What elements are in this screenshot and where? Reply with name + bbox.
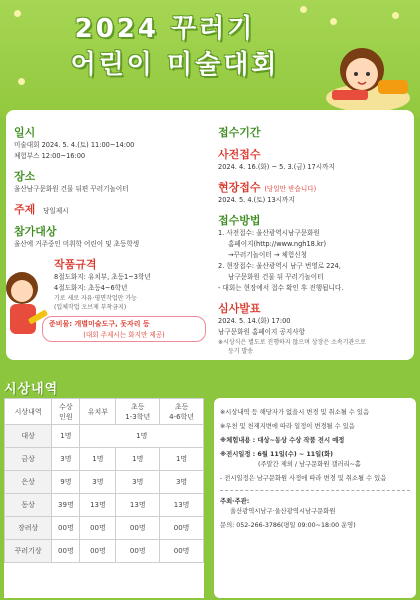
- notes-divider: [220, 490, 410, 491]
- theme-heading: 주제: [14, 203, 36, 216]
- table-cell: 00명: [80, 540, 116, 563]
- decor-dot: [330, 18, 337, 25]
- table-row: [5, 494, 204, 517]
- awards-heading: 시상내역: [4, 382, 59, 397]
- prep-box: [42, 316, 206, 342]
- note-line2: ※우천 및 천재지변에 따라 일정이 변경될 수 있음: [220, 423, 355, 430]
- table-cell: 금상: [5, 448, 52, 471]
- table-cell: 1명: [160, 448, 204, 471]
- table-cell: 00명: [116, 517, 160, 540]
- onsite-line: 2024. 5. 4.(토) 13시까지: [218, 196, 295, 204]
- period-heading: 접수기간: [218, 126, 261, 139]
- info-panel: [6, 110, 414, 360]
- table-cell: 00명: [160, 517, 204, 540]
- theme-row: [14, 201, 206, 217]
- info-right-column: [218, 118, 414, 356]
- table-cell: 00명: [52, 540, 80, 563]
- host-value: 울산광역시남구·울산광역시남구문화원: [230, 508, 336, 515]
- table-cell: 장려상: [5, 517, 52, 540]
- table-cell: 00명: [52, 517, 80, 540]
- pre-apply-heading: 사전접수: [218, 148, 261, 161]
- table-cell: 3명: [160, 471, 204, 494]
- table-cell: 1명: [80, 448, 116, 471]
- table-cell: 13명: [160, 494, 204, 517]
- announce-line1: 2024. 5. 14.(화) 17:00: [218, 317, 291, 325]
- rules-line3: 기로 세로 자유·평면작업만 가능: [54, 295, 137, 302]
- method-line5: 남구문화원 건물 뒤 꾸러기놀이터: [228, 273, 324, 281]
- table-row: [5, 517, 204, 540]
- table-cell: 1명: [52, 425, 80, 448]
- onsite-note: (당일만 받습니다): [264, 185, 317, 193]
- table-cell: 39명: [52, 494, 80, 517]
- announce-heading: 심사발표: [218, 302, 261, 315]
- table-cell: 동상: [5, 494, 52, 517]
- table-cell: 13명: [116, 494, 160, 517]
- awards-table-panel: [4, 398, 204, 598]
- table-cell: 00명: [116, 540, 160, 563]
- onsite-heading: 현장접수: [218, 181, 261, 194]
- table-cell: 3명: [52, 448, 80, 471]
- poster-header: [0, 0, 420, 118]
- col-header: 유치부: [80, 399, 116, 425]
- method-line2: 홈페이지(http://www.ngh18.kr): [228, 240, 327, 248]
- table-cell: 13명: [80, 494, 116, 517]
- col-header: 초등 1-3학년: [116, 399, 160, 425]
- venue-heading: 장소: [14, 170, 36, 183]
- table-cell: 9명: [52, 471, 80, 494]
- notes-panel: [214, 398, 416, 598]
- table-cell: 1명: [116, 448, 160, 471]
- prep-line2: (대회 주제시는 화지만 제공): [83, 331, 165, 339]
- col-header: 수상 인원: [52, 399, 80, 425]
- poster-title-line2: 어린이 미술대회: [70, 50, 280, 80]
- venue-line: 울산남구문화원 건물 뒤편 꾸러기놀이터: [14, 185, 129, 193]
- table-cell: 3명: [80, 471, 116, 494]
- child-drawing-illustration: [322, 38, 414, 118]
- rules-line1: 8절도화지: 유치부, 초등1~3학년: [54, 273, 151, 281]
- target-heading: 참가대상: [14, 225, 57, 238]
- table-cell: 3명: [116, 471, 160, 494]
- table-row: [5, 425, 204, 448]
- note-line3: ※체험내용 : 대상~동상 수상 작품 전시 예정: [220, 437, 345, 444]
- prep-line1: 준비물: 개별미술도구, 돗자리 등: [49, 320, 150, 328]
- date-line: 미술대회 2024. 5. 4.(토) 11:00~14:00: [14, 141, 135, 149]
- awards-table-header: [5, 399, 204, 425]
- theme-value: 당일제시: [43, 207, 69, 215]
- note-line5: (주말간 제외 / 남구문화원 갤러리~홀: [258, 461, 362, 468]
- table-cell: 1명: [80, 425, 204, 448]
- method-line1: 1. 사전접수: 울산광역시남구문화원: [218, 229, 320, 237]
- rules-line4: (입체작업 오브제 부착금지): [54, 304, 127, 311]
- table-row: [5, 471, 204, 494]
- poster-title-line1: 2024 꾸러기: [74, 14, 256, 44]
- note-line4: ※전시일정 : 6월 11일(수) ~ 11일(화): [220, 451, 334, 458]
- table-row: [5, 448, 204, 471]
- booth-line: 체험부스 12:00~16:00: [14, 152, 86, 160]
- host-label: 주최·주관:: [220, 498, 250, 505]
- table-cell: 은상: [5, 471, 52, 494]
- table-row: [5, 540, 204, 563]
- target-line: 울산에 거주중인 미취학 어린이 및 초등학생: [14, 240, 140, 248]
- announce-line4: 등기 발송: [228, 348, 254, 355]
- announce-line2: 남구문화원 홈페이지 공지사항: [218, 328, 305, 336]
- method-line6: - 대회는 현장에서 접수 확인 후 진행됩니다.: [218, 284, 344, 292]
- rules-line2: 4절도화지: 초등4~6학년: [54, 284, 128, 292]
- table-cell: 대상: [5, 425, 52, 448]
- method-line3: →꾸러기놀이터 → 체험신청: [228, 251, 307, 259]
- method-heading: 접수방법: [218, 214, 261, 227]
- col-header: 초등 4-6학년: [160, 399, 204, 425]
- pre-apply-line: 2024. 4. 16.(화) ~ 5. 3.(금) 17시까지: [218, 163, 335, 171]
- note-line6: - 전시일정은 남구문화원 사정에 따라 변경 및 취소될 수 있음: [220, 475, 387, 482]
- table-cell: 00명: [80, 517, 116, 540]
- note-line1: ※시상내역 등 해당자가 없을시 변경 및 취소될 수 있음: [220, 409, 370, 416]
- date-heading: 일시: [14, 126, 36, 139]
- method-line4: 2. 현장접수: 울산광역시 남구 번영로 224,: [218, 262, 341, 270]
- table-cell: 00명: [160, 540, 204, 563]
- contact-line: 문의: 052-266-3786(평일 09:00~18:00 운영): [220, 522, 356, 529]
- crayon-illustration: [0, 258, 50, 348]
- table-cell: 꾸러기상: [5, 540, 52, 563]
- col-header: 시상내역: [5, 399, 52, 425]
- rules-heading: 작품규격: [54, 258, 97, 271]
- awards-table: [4, 398, 204, 563]
- decor-dot: [392, 12, 399, 19]
- announce-line3: ※시상식은 별도로 진행하지 않으며 상장은 소속기관으로: [218, 339, 366, 346]
- onsite-row: [218, 179, 414, 195]
